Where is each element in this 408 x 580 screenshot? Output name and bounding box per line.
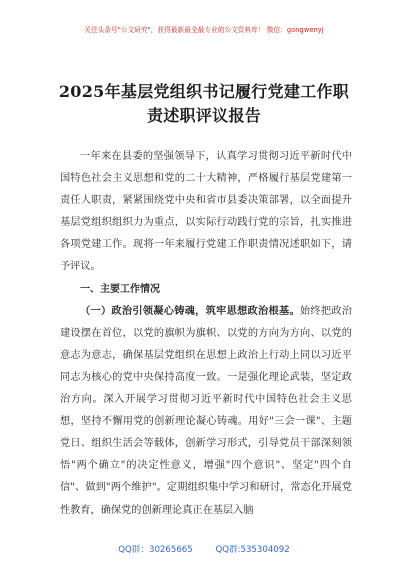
footer-qq-group-2: QQ群:535304092 <box>215 545 290 555</box>
subsection-body: 始终把政治建设摆在首位，以党的旗帜为旗帜、以党的方向为方向、以党的意志为意志，确保基层党组织在思想上政治上行动上同以习近平同志为核心的党中央保持高度一致。一是强化理论武装，坚定政治方向。深入开展学习贯彻习近平新时代中国特色社会主义思想，坚持不懈用党的创新理论凝心铸魂。用好"三会一课"、主题党日、组织生活会等载体，创新学习形式，引导党员干部深刻领悟"两个确立"的决定性意义，增强"四个意识"、坚定"四个自信"、做到"两个维护"。定期组织集中学习和研讨，常态化开展党性教育，确保党的创新理论真正在基层入脑 <box>60 305 352 516</box>
title-line-2: 责述职评议报告 <box>146 106 262 125</box>
header-banner: 关注头条号"公文研究"，获得最新最全最专业的公文资料库！ 微信：gongwenyj <box>84 26 324 34</box>
subsection-paragraph <box>60 301 352 522</box>
title-line-1: 2025年基层党组织书记履行党建工作职 <box>58 82 350 101</box>
section-heading: 一、主要工作情况 <box>80 283 160 295</box>
document-body <box>60 146 352 522</box>
intro-paragraph: 一年来在县委的坚强领导下，认真学习贯彻习近平新时代中国特色社会主义思想和党的二十大精神，严格履行基层党建第一责任人职责，紧紧围绕党中央和省市县委决策部署，以全面提升基层党组织组织力为重点，以实际行动践行党的宗旨，扎实推进各项党建工作。现将一年来履行党建工作职责情况述职如下，请予评议。 <box>60 151 352 273</box>
footer-contact <box>0 543 408 555</box>
footer-qq-group-1: QQ群：30265665 <box>118 545 193 555</box>
document-title <box>40 80 368 128</box>
subsection-heading: （一）政治引领凝心铸魂，筑牢思想政治根基。 <box>80 305 300 317</box>
